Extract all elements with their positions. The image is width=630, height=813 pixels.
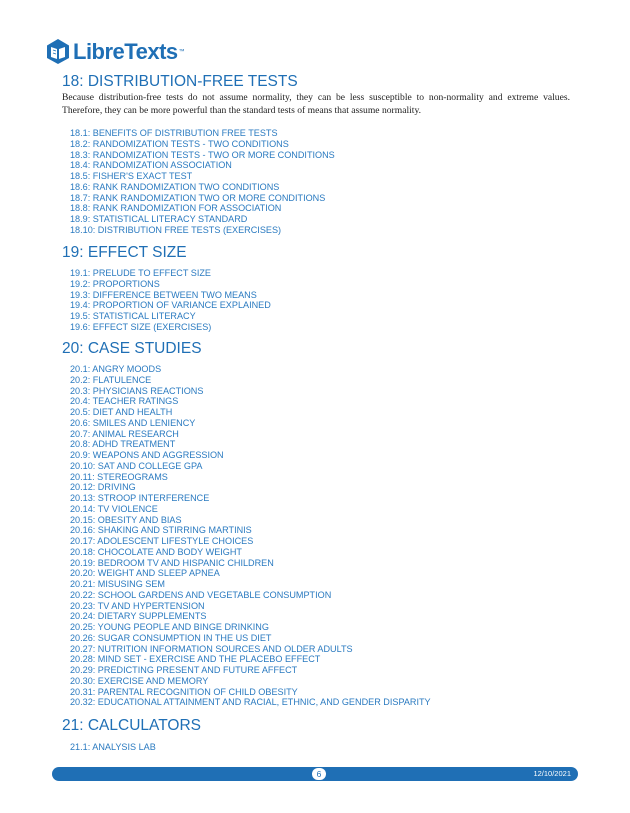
toc-link[interactable]: 20.26: SUGAR CONSUMPTION IN THE US DIET [70,632,272,643]
toc-link[interactable]: 20.28: MIND SET - EXERCISE AND THE PLACEBO EFFECT [70,654,321,665]
toc-link[interactable]: 19.2: PROPORTIONS [70,278,160,289]
section-description-18: Because distribution-free tests do not assume normality, they can be less susceptible to non-normality and extreme values. Therefore, they can be more powerful than the standard tests of means that assume normality. [62,92,570,116]
toc-link[interactable]: 20.30: EXERCISE AND MEMORY [70,675,209,686]
toc-link[interactable]: 20.11: STEREOGRAMS [70,471,168,482]
toc-link[interactable]: 20.29: PREDICTING PRESENT AND FUTURE AFFECT [70,665,298,675]
page-number: 6 [312,768,326,780]
toc-link[interactable]: 18.6: RANK RANDOMIZATION TWO CONDITIONS [70,181,280,192]
toc-link[interactable]: 20.13: STROOP INTERFERENCE [70,493,210,503]
toc-link[interactable]: 18.1: BENEFITS OF DISTRIBUTION FREE TESTS [70,128,278,138]
toc-link[interactable]: 20.4: TEACHER RATINGS [70,396,179,407]
toc-link[interactable]: 20.17: ADOLESCENT LIFESTYLE CHOICES [70,536,254,546]
libretexts-book-icon [46,38,70,65]
toc-link[interactable]: 20.8: ADHD TREATMENT [70,439,176,450]
toc-link[interactable]: 19.5: STATISTICAL LITERACY [70,311,196,321]
toc-link[interactable]: 18.8: RANK RANDOMIZATION FOR ASSOCIATION [70,203,282,214]
toc-link[interactable]: 20.7: ANIMAL RESEARCH [70,428,179,439]
toc-link[interactable]: 20.32: EDUCATIONAL ATTAINMENT AND RACIAL, ETHNIC, AND GENDER DISPARITY [70,697,431,708]
toc-link[interactable]: 20.31: PARENTAL RECOGNITION OF CHILD OBESITY [70,686,298,697]
toc-list-18 [70,128,335,236]
toc-link[interactable]: 20.24: DIETARY SUPPLEMENTS [70,611,207,622]
logo-trademark: ™ [178,48,185,55]
toc-list-20 [70,364,431,708]
toc-link[interactable]: 20.21: MISUSING SEM [70,579,166,589]
toc-link[interactable]: 20.3: PHYSICIANS REACTIONS [70,385,204,396]
logo-wordmark: LibreTexts [73,38,178,64]
toc-link[interactable]: 18.7: RANK RANDOMIZATION TWO OR MORE CONDITIONS [70,192,326,203]
toc-link[interactable]: 20.25: YOUNG PEOPLE AND BINGE DRINKING [70,622,269,632]
toc-link[interactable]: 20.5: DIET AND HEALTH [70,407,173,417]
toc-link[interactable]: 20.2: FLATULENCE [70,374,152,385]
section-title-19: 19: EFFECT SIZE [62,244,187,261]
toc-link[interactable]: 20.15: OBESITY AND BIAS [70,514,182,525]
toc-link[interactable]: 19.6: EFFECT SIZE (EXERCISES) [70,321,212,332]
toc-list-19 [70,268,271,333]
toc-link[interactable]: 20.12: DRIVING [70,482,136,493]
toc-link[interactable]: 20.18: CHOCOLATE AND BODY WEIGHT [70,546,242,557]
toc-link[interactable]: 18.3: RANDOMIZATION TESTS - TWO OR MORE CONDITIONS [70,149,335,160]
toc-link[interactable]: 20.10: SAT AND COLLEGE GPA [70,460,203,471]
toc-link[interactable]: 18.4: RANDOMIZATION ASSOCIATION [70,160,232,171]
section-title-20: 20: CASE STUDIES [62,340,202,357]
toc-link[interactable]: 20.27: NUTRITION INFORMATION SOURCES AND OLDER ADULTS [70,643,353,654]
section-title-18: 18: DISTRIBUTION-FREE TESTS [62,73,298,90]
toc-link[interactable]: 18.5: FISHER'S EXACT TEST [70,171,193,181]
footer-date: 12/10/2021 [533,769,571,778]
toc-link[interactable]: 21.1: ANALYSIS LAB [70,742,156,752]
libretexts-logo[interactable] [46,38,185,65]
toc-link[interactable]: 19.3: DIFFERENCE BETWEEN TWO MEANS [70,289,257,300]
toc-list-21 [70,742,156,753]
toc-link[interactable]: 18.10: DISTRIBUTION FREE TESTS (EXERCISES) [70,224,282,235]
toc-link[interactable]: 20.9: WEAPONS AND AGGRESSION [70,450,224,460]
toc-link[interactable]: 18.9: STATISTICAL LITERACY STANDARD [70,214,248,224]
toc-link[interactable]: 20.23: TV AND HYPERTENSION [70,600,205,611]
toc-link[interactable]: 19.1: PRELUDE TO EFFECT SIZE [70,268,211,278]
toc-link[interactable]: 20.16: SHAKING AND STIRRING MARTINIS [70,525,252,536]
toc-link[interactable]: 20.19: BEDROOM TV AND HISPANIC CHILDREN [70,557,274,568]
toc-link[interactable]: 19.4: PROPORTION OF VARIANCE EXPLAINED [70,300,271,311]
toc-link[interactable]: 20.14: TV VIOLENCE [70,503,158,514]
toc-link[interactable]: 20.6: SMILES AND LENIENCY [70,417,196,428]
toc-link[interactable]: 18.2: RANDOMIZATION TESTS - TWO CONDITIONS [70,138,289,149]
section-title-21: 21: CALCULATORS [62,717,201,734]
toc-link[interactable]: 20.20: WEIGHT AND SLEEP APNEA [70,568,220,579]
toc-link[interactable]: 20.1: ANGRY MOODS [70,364,162,374]
toc-link[interactable]: 20.22: SCHOOL GARDENS AND VEGETABLE CONSUMPTION [70,589,332,600]
